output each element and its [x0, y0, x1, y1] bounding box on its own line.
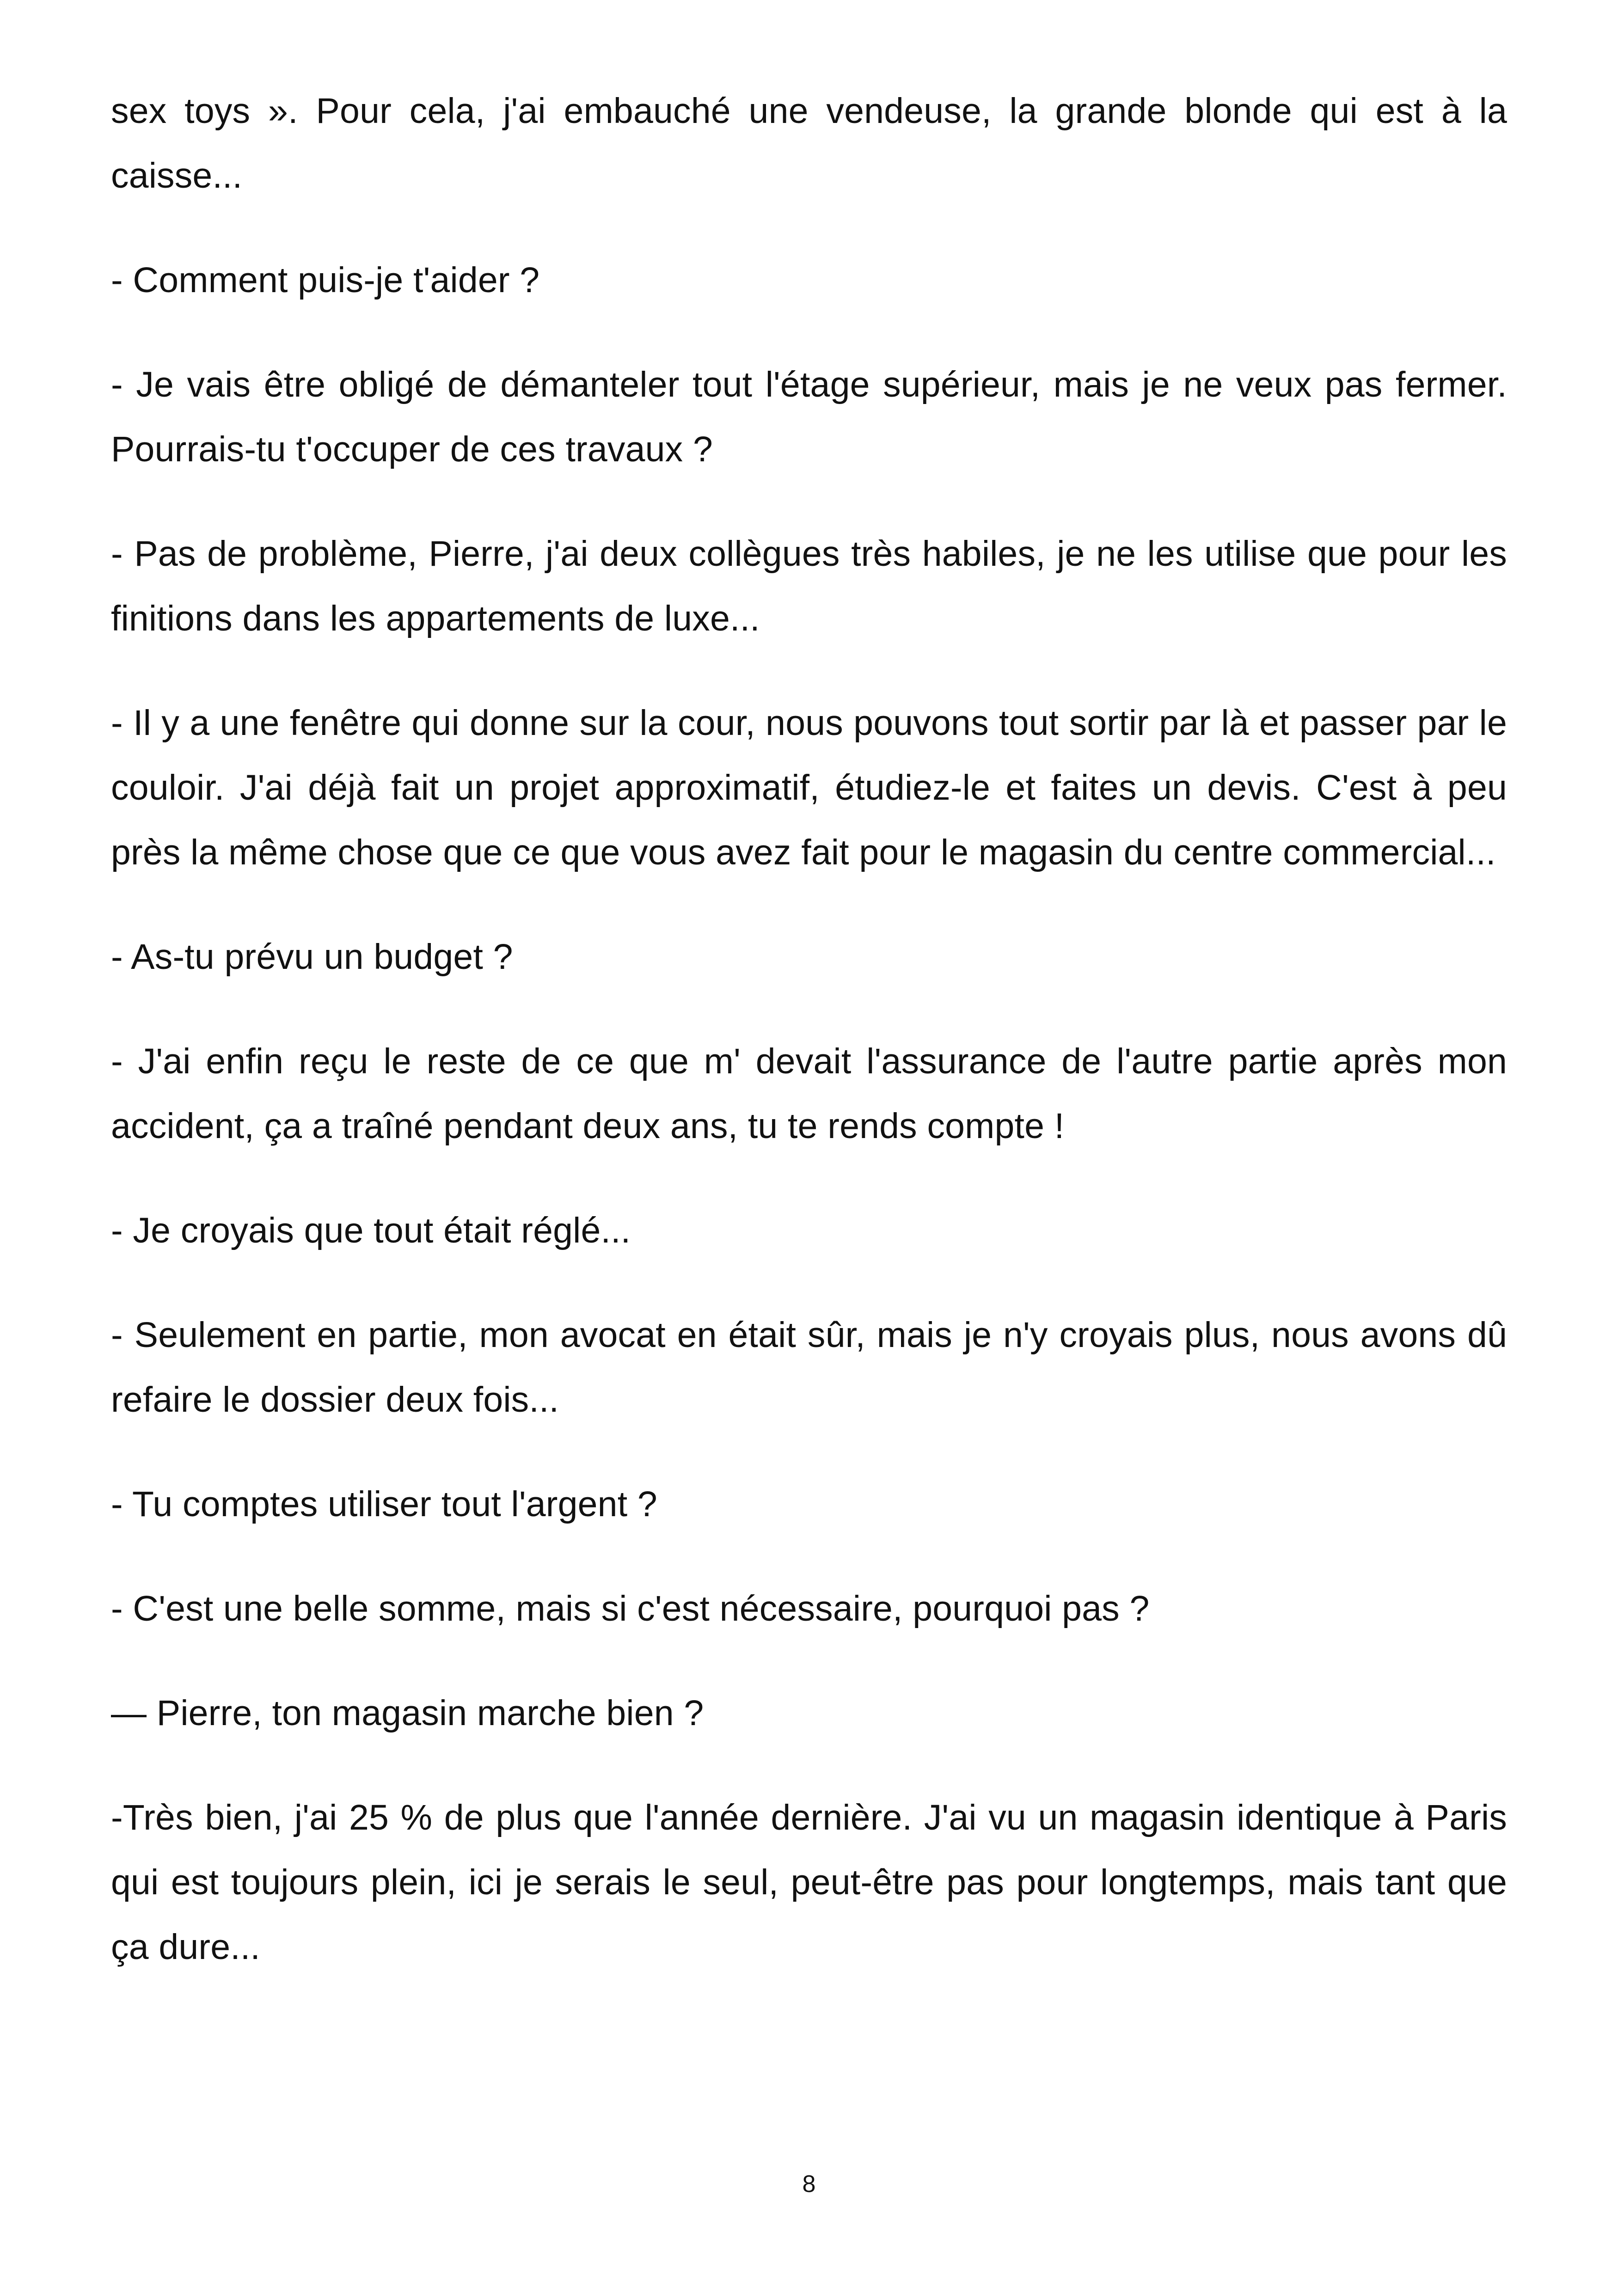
paragraph: - J'ai enfin reçu le reste de ce que m' devait l'assurance de l'autre partie après mon accident, ça a traîné pendant deux ans, tu te rends compte ! — [111, 1041, 1507, 1146]
paragraph: - Il y a une fenêtre qui donne sur la cour, nous pouvons tout sortir par là et passer par le couloir. J'ai déjà fait un projet approximatif, étudiez-le et faites un devis. C'est à peu près la même chose que ce que vous avez fait pour le magasin du centre commercial... — [111, 703, 1507, 872]
paragraph: - Comment puis-je t'aider ? — [111, 260, 540, 300]
body-text — [111, 79, 1507, 2019]
paragraph: - Je vais être obligé de démanteler tout l'étage supérieur, mais je ne veux pas fermer. Pourrais-tu t'occuper de ces travaux ? — [111, 365, 1507, 469]
paragraph: -Très bien, j'ai 25 % de plus que l'année dernière. J'ai vu un magasin identique à Paris qui est toujours plein, ici je serais le seul, peut-être pas pour longtemps, mais tant que ça dure... — [111, 1798, 1507, 1967]
paragraph: - Je croyais que tout était réglé... — [111, 1211, 631, 1250]
paragraph: - Pas de problème, Pierre, j'ai deux collègues très habiles, je ne les utilise que pour les finitions dans les appartements de luxe... — [111, 534, 1507, 638]
paragraph: - Seulement en partie, mon avocat en était sûr, mais je n'y croyais plus, nous avons dû refaire le dossier deux fois... — [111, 1315, 1507, 1420]
paragraph: - As-tu prévu un budget ? — [111, 937, 513, 977]
paragraph: - C'est une belle somme, mais si c'est nécessaire, pourquoi pas ? — [111, 1589, 1150, 1629]
paragraph: sex toys ». Pour cela, j'ai embauché une vendeuse, la grande blonde qui est à la caisse... — [111, 91, 1507, 196]
paragraph: — Pierre, ton magasin marche bien ? — [111, 1693, 704, 1733]
page-number: 8 — [802, 2171, 816, 2198]
paragraph: - Tu comptes utiliser tout l'argent ? — [111, 1484, 657, 1524]
